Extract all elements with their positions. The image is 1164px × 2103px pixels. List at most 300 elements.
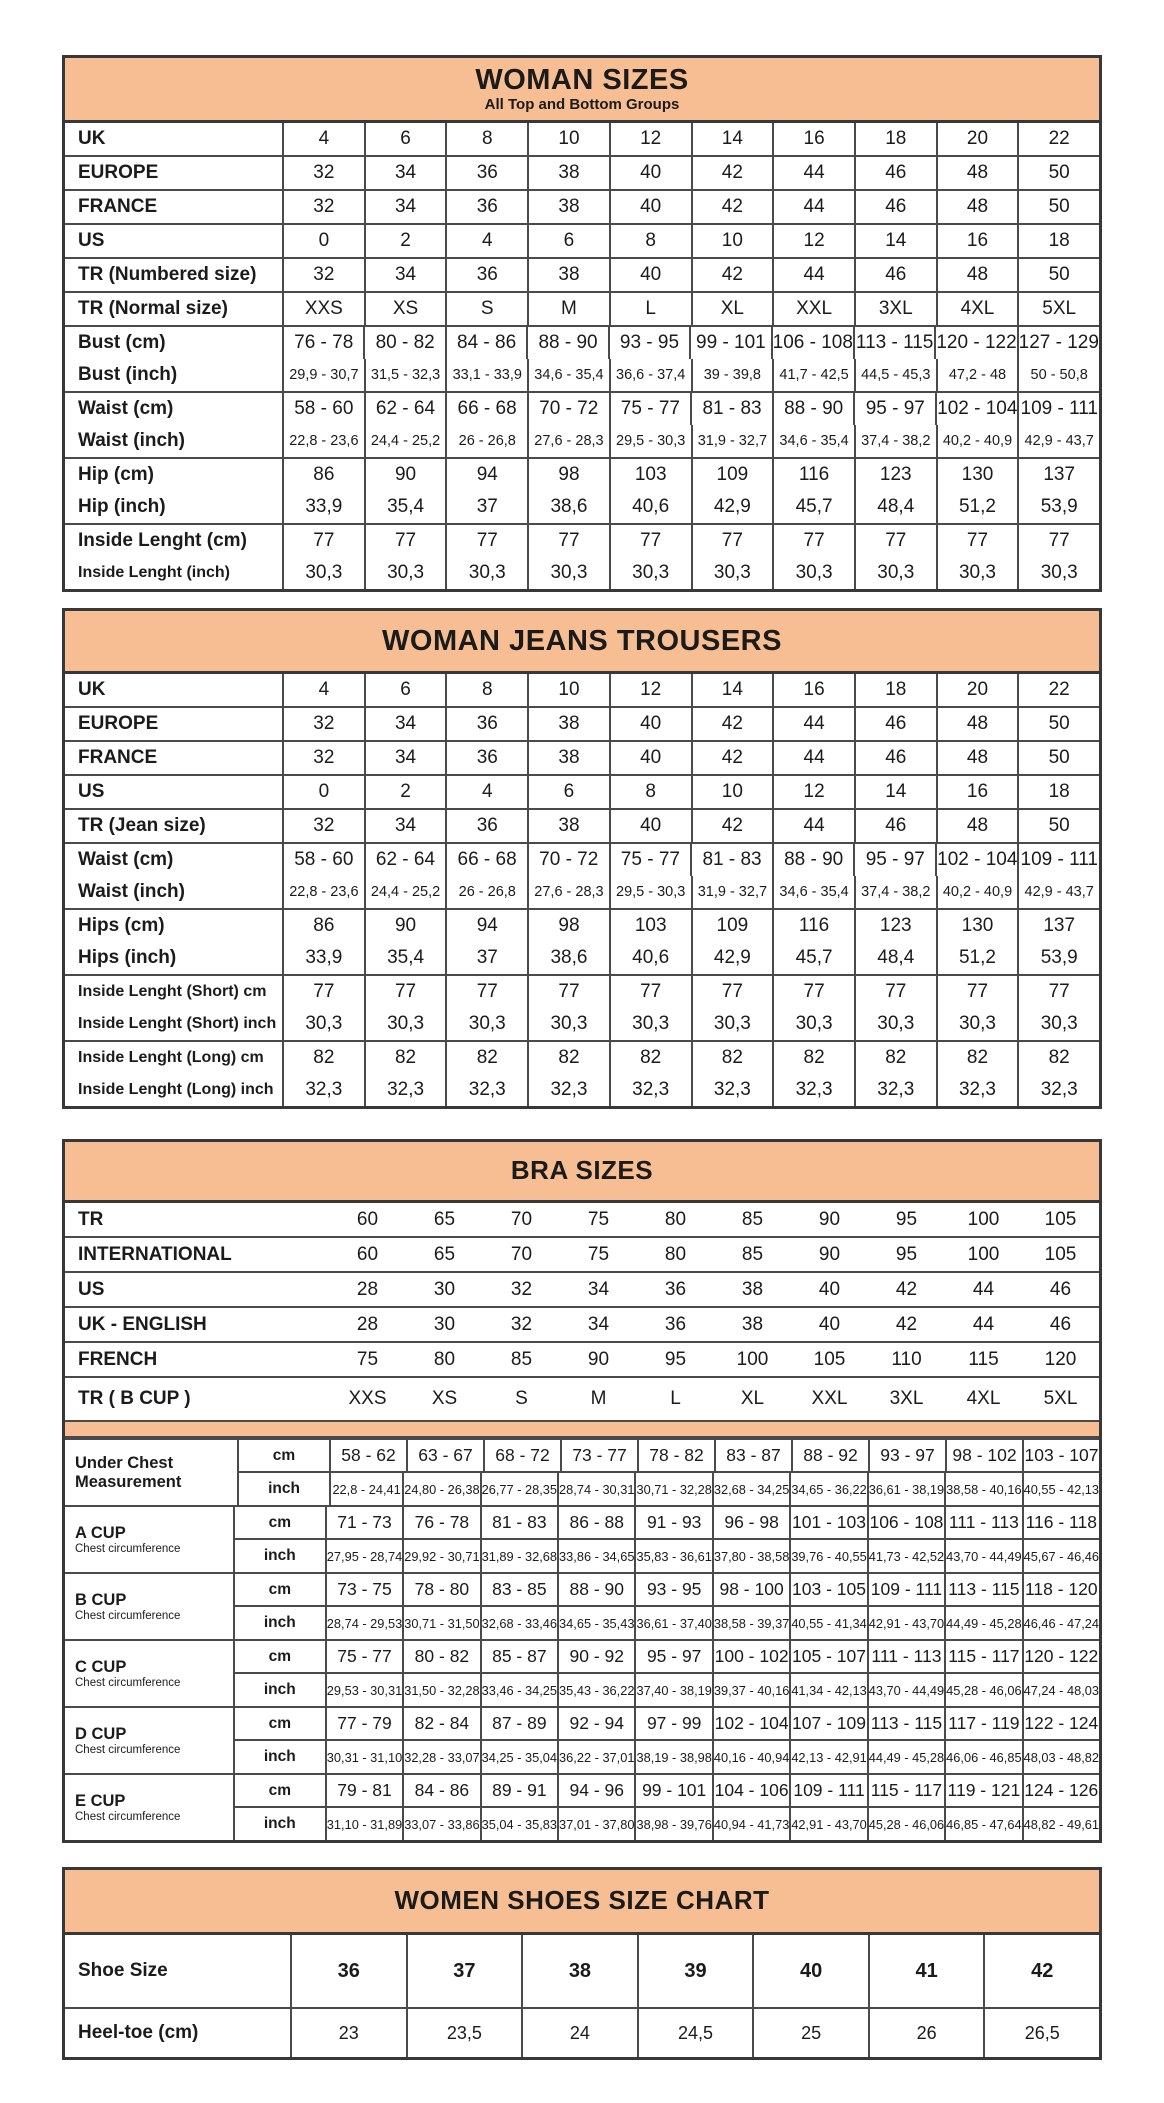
value-cell: 97 - 99 <box>634 1708 711 1739</box>
value-cell: 38 <box>527 742 609 774</box>
value-cell: 30,3 <box>282 557 364 589</box>
value-cell: 109 - 111 <box>1017 844 1099 876</box>
cup-label <box>65 1440 237 1505</box>
cup-row-group <box>65 1505 1099 1572</box>
table-row <box>65 1271 1099 1306</box>
value-cell: 36 <box>445 742 527 774</box>
unit-label: inch <box>263 1748 296 1765</box>
value-cell: 40 <box>609 708 691 740</box>
value-cell: 50 <box>1017 157 1099 189</box>
value-cell: M <box>527 293 609 325</box>
table-row <box>65 876 1099 908</box>
woman-sizes-table <box>62 55 1102 592</box>
value-cell: 24,80 - 26,38 <box>402 1473 479 1505</box>
value-cell: 70 - 72 <box>527 393 609 425</box>
value-cell: 30,3 <box>1017 557 1099 589</box>
value-cell: 116 - 118 <box>1022 1507 1099 1538</box>
value-cell: 127 - 129 <box>1017 327 1099 359</box>
value-cell: 77 <box>936 525 1018 557</box>
value-cell: 82 <box>1017 1042 1099 1074</box>
value-cell: 88 - 90 <box>526 327 607 359</box>
value-cell: 80 - 82 <box>402 1641 479 1672</box>
value-cell: XL <box>691 293 773 325</box>
value-cell: 32 <box>282 742 364 774</box>
value-cell: 3XL <box>889 1388 924 1409</box>
table-row <box>233 1775 1099 1806</box>
value-cell: 30,3 <box>936 1008 1018 1040</box>
table-row <box>233 1605 1099 1639</box>
value-cell: 46 <box>854 157 936 189</box>
value-cell: 26 - 26,8 <box>445 425 527 457</box>
value-cell: 81 - 83 <box>690 393 772 425</box>
value-cell: 31,10 - 31,89 <box>325 1808 402 1840</box>
value-cell: 36 <box>664 1278 687 1300</box>
value-cell: 77 <box>854 976 936 1008</box>
value-cell: XXS <box>348 1388 387 1409</box>
row-label: Hip (inch) <box>78 496 166 517</box>
table-title: WOMAN SIZES <box>475 63 689 96</box>
row-group <box>65 155 1099 189</box>
cup-rows <box>233 1775 1099 1840</box>
value-cell: 24,4 - 25,2 <box>364 876 446 908</box>
value-cell: 44 <box>772 191 854 223</box>
value-cell: 38 <box>527 810 609 842</box>
value-cell: 95 <box>895 1243 918 1265</box>
jeans-trousers-table <box>62 608 1102 1109</box>
value-cell: 88 - 92 <box>791 1440 868 1471</box>
value-cell: 104 - 106 <box>712 1775 789 1806</box>
value-cell: 83 - 85 <box>480 1574 557 1605</box>
value-cell: 30,3 <box>609 1008 691 1040</box>
value-cell: 82 <box>609 1042 691 1074</box>
value-cell: 77 - 79 <box>325 1708 402 1739</box>
value-cell: 68 - 72 <box>483 1440 560 1471</box>
bra-sizes-table <box>62 1139 1102 1843</box>
value-cell: 82 <box>691 1042 773 1074</box>
table-row <box>65 425 1099 457</box>
value-cell: 76 - 78 <box>282 327 363 359</box>
value-cell: 82 <box>282 1042 364 1074</box>
value-cell: 90 <box>364 459 446 491</box>
value-cell: 117 - 119 <box>944 1708 1021 1739</box>
value-cell: 77 <box>282 525 364 557</box>
value-cell: 30,3 <box>364 1008 446 1040</box>
table-row <box>65 225 1099 257</box>
value-cell: 32,28 - 33,07 <box>402 1741 479 1773</box>
value-cell: 109 <box>691 459 773 491</box>
value-cell: 12 <box>772 776 854 808</box>
value-cell: 36,61 - 38,19 <box>867 1473 944 1505</box>
value-cell: 42 <box>983 1935 1099 2007</box>
row-group <box>65 706 1099 740</box>
table-title: WOMEN SHOES SIZE CHART <box>394 1885 770 1916</box>
value-cell: 30,31 - 31,10 <box>325 1741 402 1773</box>
value-cell: 105 <box>1044 1243 1077 1265</box>
value-cell: 39 <box>637 1935 753 2007</box>
row-group <box>65 674 1099 706</box>
value-cell: 22 <box>1017 123 1099 155</box>
cup-subtitle: Chest circumference <box>75 1677 181 1690</box>
value-cell: 16 <box>936 225 1018 257</box>
value-cell: 100 - 102 <box>712 1641 789 1672</box>
bra-sizes-header <box>65 1142 1099 1203</box>
value-cell: 99 - 101 <box>689 327 770 359</box>
table-row <box>65 525 1099 557</box>
value-cell: 88 - 90 <box>772 844 854 876</box>
cup-rows <box>237 1440 1099 1505</box>
value-cell: 92 - 94 <box>557 1708 634 1739</box>
value-cell: 113 - 115 <box>853 327 934 359</box>
value-cell: 96 - 98 <box>712 1507 789 1538</box>
value-cell: 81 - 83 <box>690 844 772 876</box>
value-cell: 78 - 80 <box>402 1574 479 1605</box>
value-cell: 77 <box>445 976 527 1008</box>
cup-row-group <box>65 1706 1099 1773</box>
value-cell: 28,74 - 30,31 <box>557 1473 634 1505</box>
table-row <box>65 910 1099 942</box>
value-cell: 40 <box>609 191 691 223</box>
value-cell: 47,24 - 48,03 <box>1022 1674 1099 1706</box>
cup-rows <box>233 1641 1099 1706</box>
table-row <box>233 1708 1099 1739</box>
value-cell: 94 <box>445 910 527 942</box>
table-row <box>233 1739 1099 1773</box>
value-cell: 44 <box>772 157 854 189</box>
value-cell: 71 - 73 <box>325 1507 402 1538</box>
value-cell: S <box>445 293 527 325</box>
value-cell: 95 - 97 <box>853 844 935 876</box>
value-cell: 40 <box>818 1278 841 1300</box>
value-cell: 34,6 - 35,4 <box>772 425 854 457</box>
value-cell: 77 <box>691 525 773 557</box>
value-cell: 82 - 84 <box>402 1708 479 1739</box>
value-cell: 75 - 77 <box>609 844 691 876</box>
value-cell: 30,3 <box>609 557 691 589</box>
value-cell: 32 <box>282 810 364 842</box>
value-cell: 77 <box>1017 525 1099 557</box>
value-cell: 8 <box>609 776 691 808</box>
value-cell: 46,85 - 47,64 <box>944 1808 1021 1840</box>
value-cell: 23 <box>290 2009 406 2057</box>
value-cell: 34 <box>364 708 446 740</box>
value-cell: 14 <box>691 123 773 155</box>
value-cell: 18 <box>854 123 936 155</box>
value-cell: 60 <box>356 1243 379 1265</box>
value-cell: XL <box>740 1388 765 1409</box>
row-group <box>65 1040 1099 1106</box>
table-row <box>65 1306 1099 1341</box>
row-label: FRANCE <box>78 196 158 217</box>
row-label: Bust (cm) <box>78 332 166 353</box>
value-cell: 99 - 101 <box>634 1775 711 1806</box>
value-cell: 32 <box>282 259 364 291</box>
cup-name: A CUP <box>75 1523 126 1542</box>
value-cell: 76 - 78 <box>402 1507 479 1538</box>
row-group <box>65 223 1099 257</box>
value-cell: 77 <box>609 525 691 557</box>
shoes-size-table <box>62 1867 1102 2060</box>
value-cell: 58 - 60 <box>282 844 364 876</box>
value-cell: 83 - 87 <box>714 1440 791 1471</box>
value-cell: 30,3 <box>282 1008 364 1040</box>
value-cell: 111 - 113 <box>867 1641 944 1672</box>
value-cell: 95 <box>895 1208 918 1230</box>
value-cell: 22,8 - 23,6 <box>282 425 364 457</box>
value-cell: 27,95 - 28,74 <box>325 1540 402 1572</box>
value-cell: 39,37 - 40,16 <box>712 1674 789 1706</box>
value-cell: 40,2 - 40,9 <box>936 425 1018 457</box>
value-cell: 88 - 90 <box>772 393 854 425</box>
value-cell: 33,9 <box>282 491 364 523</box>
cup-row-group <box>65 1438 1099 1505</box>
value-cell: 37 <box>445 491 527 523</box>
value-cell: 39 - 39,8 <box>691 359 773 391</box>
shoes-size-body <box>65 1935 1099 2057</box>
value-cell: 35,83 - 36,61 <box>634 1540 711 1572</box>
cup-row-group <box>65 1773 1099 1840</box>
table-row <box>65 459 1099 491</box>
value-cell: 119 - 121 <box>944 1775 1021 1806</box>
value-cell: 46 <box>854 810 936 842</box>
row-group <box>65 123 1099 155</box>
value-cell: 82 <box>364 1042 446 1074</box>
value-cell: 30 <box>433 1313 456 1335</box>
row-group <box>65 325 1099 391</box>
value-cell: 95 <box>664 1348 687 1370</box>
value-cell: 109 - 111 <box>1017 393 1099 425</box>
value-cell: 51,2 <box>936 491 1018 523</box>
value-cell: 90 <box>818 1208 841 1230</box>
value-cell: 24,5 <box>637 2009 753 2057</box>
value-cell: 44 <box>972 1278 995 1300</box>
table-row <box>65 123 1099 155</box>
value-cell: 38,6 <box>527 942 609 974</box>
value-cell: 44,49 - 45,28 <box>944 1607 1021 1639</box>
value-cell: 38 <box>527 708 609 740</box>
table-row <box>65 708 1099 740</box>
value-cell: 38 <box>741 1278 764 1300</box>
value-cell: 44,5 - 45,3 <box>854 359 936 391</box>
value-cell: 32 <box>282 708 364 740</box>
row-group <box>65 908 1099 974</box>
cup-name: B CUP <box>75 1590 127 1609</box>
value-cell: 37 <box>445 942 527 974</box>
value-cell: 36,22 - 37,01 <box>557 1741 634 1773</box>
value-cell: 37,80 - 38,58 <box>712 1540 789 1572</box>
value-cell: 10 <box>527 123 609 155</box>
value-cell: 31,89 - 32,68 <box>480 1540 557 1572</box>
cup-name: E CUP <box>75 1791 126 1810</box>
value-cell: 70 <box>510 1243 533 1265</box>
value-cell: 8 <box>609 225 691 257</box>
row-label: Waist (inch) <box>78 881 185 902</box>
value-cell: 120 - 122 <box>934 327 1016 359</box>
value-cell: 16 <box>772 674 854 706</box>
value-cell: 65 <box>433 1208 456 1230</box>
value-cell: 100 <box>736 1348 769 1370</box>
value-cell: 38,6 <box>527 491 609 523</box>
value-cell: 88 - 90 <box>557 1574 634 1605</box>
value-cell: 24 <box>521 2009 637 2057</box>
cup-subtitle: Chest circumference <box>75 1744 181 1757</box>
value-cell: 42 <box>691 742 773 774</box>
cup-label <box>65 1507 233 1572</box>
unit-label: inch <box>263 1547 296 1564</box>
table-row <box>65 1042 1099 1074</box>
value-cell: 38,19 - 38,98 <box>634 1741 711 1773</box>
value-cell: 31,9 - 32,7 <box>691 876 773 908</box>
row-label: UK <box>78 128 106 149</box>
value-cell: 40 <box>752 1935 868 2007</box>
value-cell: 40,6 <box>609 942 691 974</box>
value-cell: 77 <box>1017 976 1099 1008</box>
cup-rows <box>233 1574 1099 1639</box>
value-cell: 43,70 - 44,49 <box>867 1674 944 1706</box>
value-cell: 42,9 - 43,7 <box>1017 876 1099 908</box>
value-cell: 32,3 <box>772 1074 854 1106</box>
value-cell: 111 - 113 <box>944 1507 1021 1538</box>
value-cell: 38 <box>741 1313 764 1335</box>
value-cell: 82 <box>854 1042 936 1074</box>
cup-label <box>65 1641 233 1706</box>
value-cell: 98 - 102 <box>945 1440 1022 1471</box>
value-cell: 78 - 82 <box>637 1440 714 1471</box>
value-cell: 32,3 <box>691 1074 773 1106</box>
value-cell: 34 <box>587 1313 610 1335</box>
row-label: Inside Lenght (Long) inch <box>78 1081 274 1098</box>
value-cell: 90 <box>587 1348 610 1370</box>
woman-sizes-header <box>65 58 1099 123</box>
cup-name: C CUP <box>75 1657 127 1676</box>
value-cell: 75 <box>356 1348 379 1370</box>
row-group <box>65 291 1099 325</box>
value-cell: 106 - 108 <box>771 327 853 359</box>
value-cell: 34,6 - 35,4 <box>772 876 854 908</box>
value-cell: 34,25 - 35,04 <box>480 1741 557 1773</box>
value-cell: 77 <box>445 525 527 557</box>
value-cell: 16 <box>772 123 854 155</box>
table-row <box>233 1806 1099 1840</box>
value-cell: 106 - 108 <box>867 1507 944 1538</box>
value-cell: 40,55 - 42,13 <box>1022 1473 1099 1505</box>
value-cell: 33,46 - 34,25 <box>480 1674 557 1706</box>
row-label: TR ( B CUP ) <box>78 1388 191 1409</box>
row-label: Hips (inch) <box>78 947 177 968</box>
value-cell: 33,86 - 34,65 <box>557 1540 634 1572</box>
value-cell: 23,5 <box>406 2009 522 2057</box>
value-cell: 58 - 60 <box>282 393 364 425</box>
value-cell: 31,5 - 32,3 <box>364 359 446 391</box>
value-cell: 42,91 - 43,70 <box>867 1607 944 1639</box>
value-cell: 5XL <box>1043 1388 1078 1409</box>
value-cell: 40 <box>818 1313 841 1335</box>
value-cell: 44 <box>772 708 854 740</box>
row-label: TR (Normal size) <box>78 298 228 319</box>
value-cell: 33,1 - 33,9 <box>445 359 527 391</box>
row-label: Waist (cm) <box>78 398 174 419</box>
value-cell: 40,16 - 40,94 <box>712 1741 789 1773</box>
row-group <box>65 257 1099 291</box>
value-cell: 103 - 105 <box>789 1574 866 1605</box>
value-cell: 81 - 83 <box>480 1507 557 1538</box>
value-cell: 42,9 <box>691 942 773 974</box>
value-cell: 42 <box>691 191 773 223</box>
value-cell: 38,98 - 39,76 <box>634 1808 711 1840</box>
value-cell: 95 - 97 <box>634 1641 711 1672</box>
unit-label: inch <box>263 1614 296 1631</box>
value-cell: 130 <box>936 910 1018 942</box>
value-cell: 93 - 95 <box>634 1574 711 1605</box>
value-cell: 103 <box>609 459 691 491</box>
value-cell: 42 <box>691 810 773 842</box>
table-row <box>65 810 1099 842</box>
value-cell: 46 <box>854 708 936 740</box>
cup-row-group <box>65 1572 1099 1639</box>
value-cell: 109 - 111 <box>789 1775 866 1806</box>
value-cell: 40 <box>609 259 691 291</box>
value-cell: S <box>515 1388 528 1409</box>
value-cell: 42 <box>691 259 773 291</box>
value-cell: 41,34 - 42,13 <box>789 1674 866 1706</box>
value-cell: 3XL <box>854 293 936 325</box>
value-cell: 0 <box>282 776 364 808</box>
value-cell: L <box>609 293 691 325</box>
row-group <box>65 774 1099 808</box>
value-cell: 32,3 <box>1017 1074 1099 1106</box>
value-cell: 48 <box>936 157 1018 189</box>
value-cell: 47,2 - 48 <box>936 359 1018 391</box>
value-cell: 33,9 <box>282 942 364 974</box>
value-cell: 44 <box>772 810 854 842</box>
value-cell: 50 - 50,8 <box>1017 359 1099 391</box>
value-cell: 29,92 - 30,71 <box>402 1540 479 1572</box>
row-label: Shoe Size <box>78 1960 168 1981</box>
table-row <box>65 557 1099 589</box>
row-label: UK - ENGLISH <box>78 1313 207 1335</box>
value-cell: 5XL <box>1017 293 1099 325</box>
value-cell: 29,5 - 30,3 <box>609 876 691 908</box>
value-cell: 75 - 77 <box>325 1641 402 1672</box>
value-cell: 22,8 - 24,41 <box>329 1473 402 1505</box>
value-cell: 77 <box>364 976 446 1008</box>
value-cell: 77 <box>936 976 1018 1008</box>
table-row <box>65 1008 1099 1040</box>
value-cell: 30,3 <box>691 557 773 589</box>
value-cell: 90 <box>818 1243 841 1265</box>
table-row <box>65 393 1099 425</box>
unit-label: cm <box>272 1446 296 1464</box>
value-cell: 103 - 107 <box>1022 1440 1099 1471</box>
value-cell: 32,3 <box>527 1074 609 1106</box>
value-cell: 82 <box>527 1042 609 1074</box>
value-cell: 40 <box>609 742 691 774</box>
row-label: Inside Lenght (Short) cm <box>78 983 267 1000</box>
value-cell: 50 <box>1017 191 1099 223</box>
value-cell: 32 <box>510 1313 533 1335</box>
value-cell: 77 <box>527 976 609 1008</box>
value-cell: 46 <box>1049 1313 1072 1335</box>
value-cell: 40,55 - 41,34 <box>789 1607 866 1639</box>
value-cell: 84 - 86 <box>445 327 526 359</box>
value-cell: 86 - 88 <box>557 1507 634 1538</box>
unit-label: cm <box>268 1781 291 1799</box>
value-cell: 41,73 - 42,52 <box>867 1540 944 1572</box>
row-label: TR <box>78 1208 104 1230</box>
value-cell: 34 <box>364 191 446 223</box>
row-label: Bust (inch) <box>78 364 178 385</box>
table-row <box>65 293 1099 325</box>
value-cell: 32 <box>510 1278 533 1300</box>
